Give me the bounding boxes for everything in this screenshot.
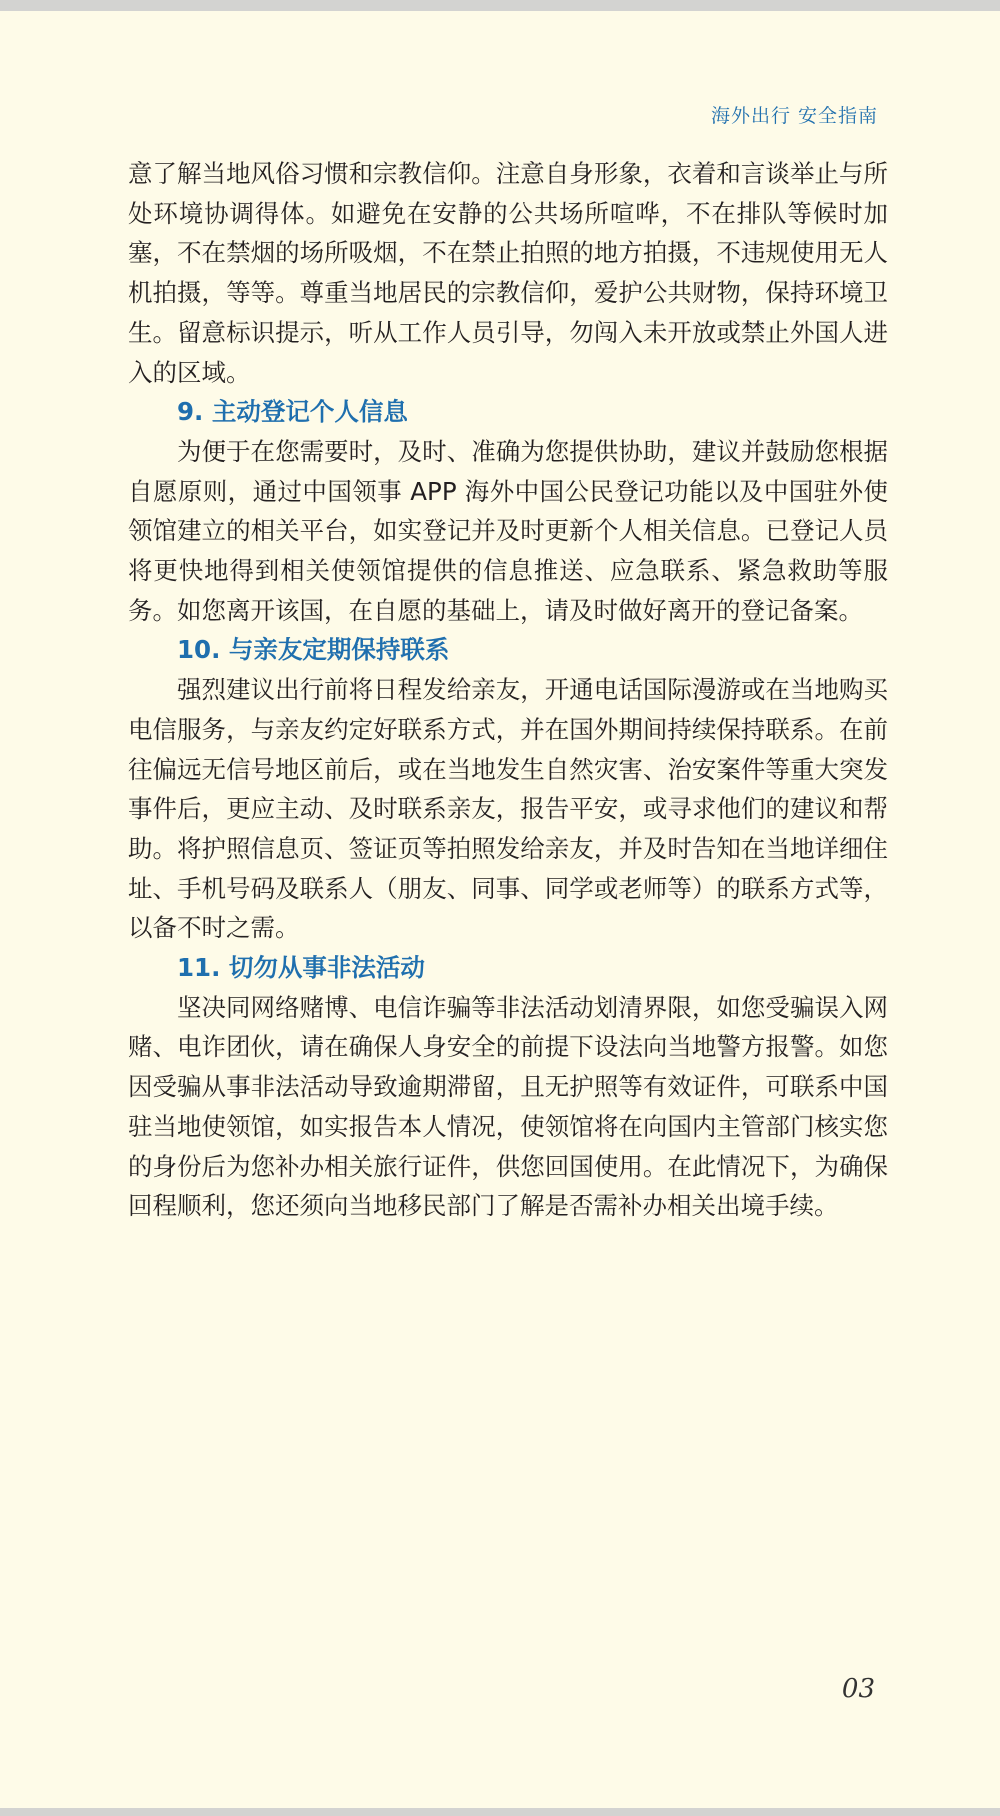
section-heading-keep-contact: 10. 与亲友定期保持联系 xyxy=(177,635,450,665)
section-heading-no-illegal-activities: 11. 切勿从事非法活动 xyxy=(177,953,425,983)
page-content xyxy=(128,154,888,1226)
running-header: 海外出行 安全指南 xyxy=(710,105,878,127)
document-page xyxy=(0,11,1000,1808)
section-body-keep-contact: 强烈建议出行前将日程发给亲友，开通电话国际漫游或在当地购买电信服务，与亲友约定好联系方式，并在国外期间持续保持联系。在前往偏远无信号地区前后，或在当地发生自然灾害、治安案件等重大突发事件后，更应主动、及时联系亲友，报告平安，或寻求他们的建议和帮助。将护照信息页、签证页等拍照发给亲友，并及时告知在当地详细住址、手机号码及联系人（朋友、同事、同学或老师等）的联系方式等，以备不时之需。 xyxy=(128,675,888,943)
intro-paragraph: 意了解当地风俗习惯和宗教信仰。注意自身形象，衣着和言谈举止与所处环境协调得体。如避免在安静的公共场所喧哗，不在排队等候时加塞，不在禁烟的场所吸烟，不在禁止拍照的地方拍摄，不违规使用无人机拍摄，等等。尊重当地居民的宗教信仰，爱护公共财物，保持环境卫生。留意标识提示，听从工作人员引导，勿闯入未开放或禁止外国人进入的区域。 xyxy=(128,159,888,387)
section-body-no-illegal-activities: 坚决同网络赌博、电信诈骗等非法活动划清界限，如您受骗误入网赌、电诈团伙，请在确保人身安全的前提下设法向当地警方报警。如您因受骗从事非法活动导致逾期滞留，且无护照等有效证件，可联系中国驻当地使领馆，如实报告本人情况，使领馆将在向国内主管部门核实您的身份后为您补办相关旅行证件，供您回国使用。在此情况下，为确保回程顺利，您还须向当地移民部门了解是否需补办相关出境手续。 xyxy=(128,992,888,1221)
section-body-register-info: 为便于在您需要时，及时、准确为您提供协助，建议并鼓励您根据自愿原则，通过中国领事 APP 海外中国公民登记功能以及中国驻外使领馆建立的相关平台，如实登记并及时更新个人相关信息。已登记人员将更快地得到相关使领馆提供的信息推送、应急联系、紧急救助等服务。如您离开该国，在自愿的基础上，请及时做好离开的登记备案。 xyxy=(128,436,888,625)
section-heading-register-info: 9. 主动登记个人信息 xyxy=(177,397,408,427)
page-number: 03 xyxy=(841,1674,875,1704)
